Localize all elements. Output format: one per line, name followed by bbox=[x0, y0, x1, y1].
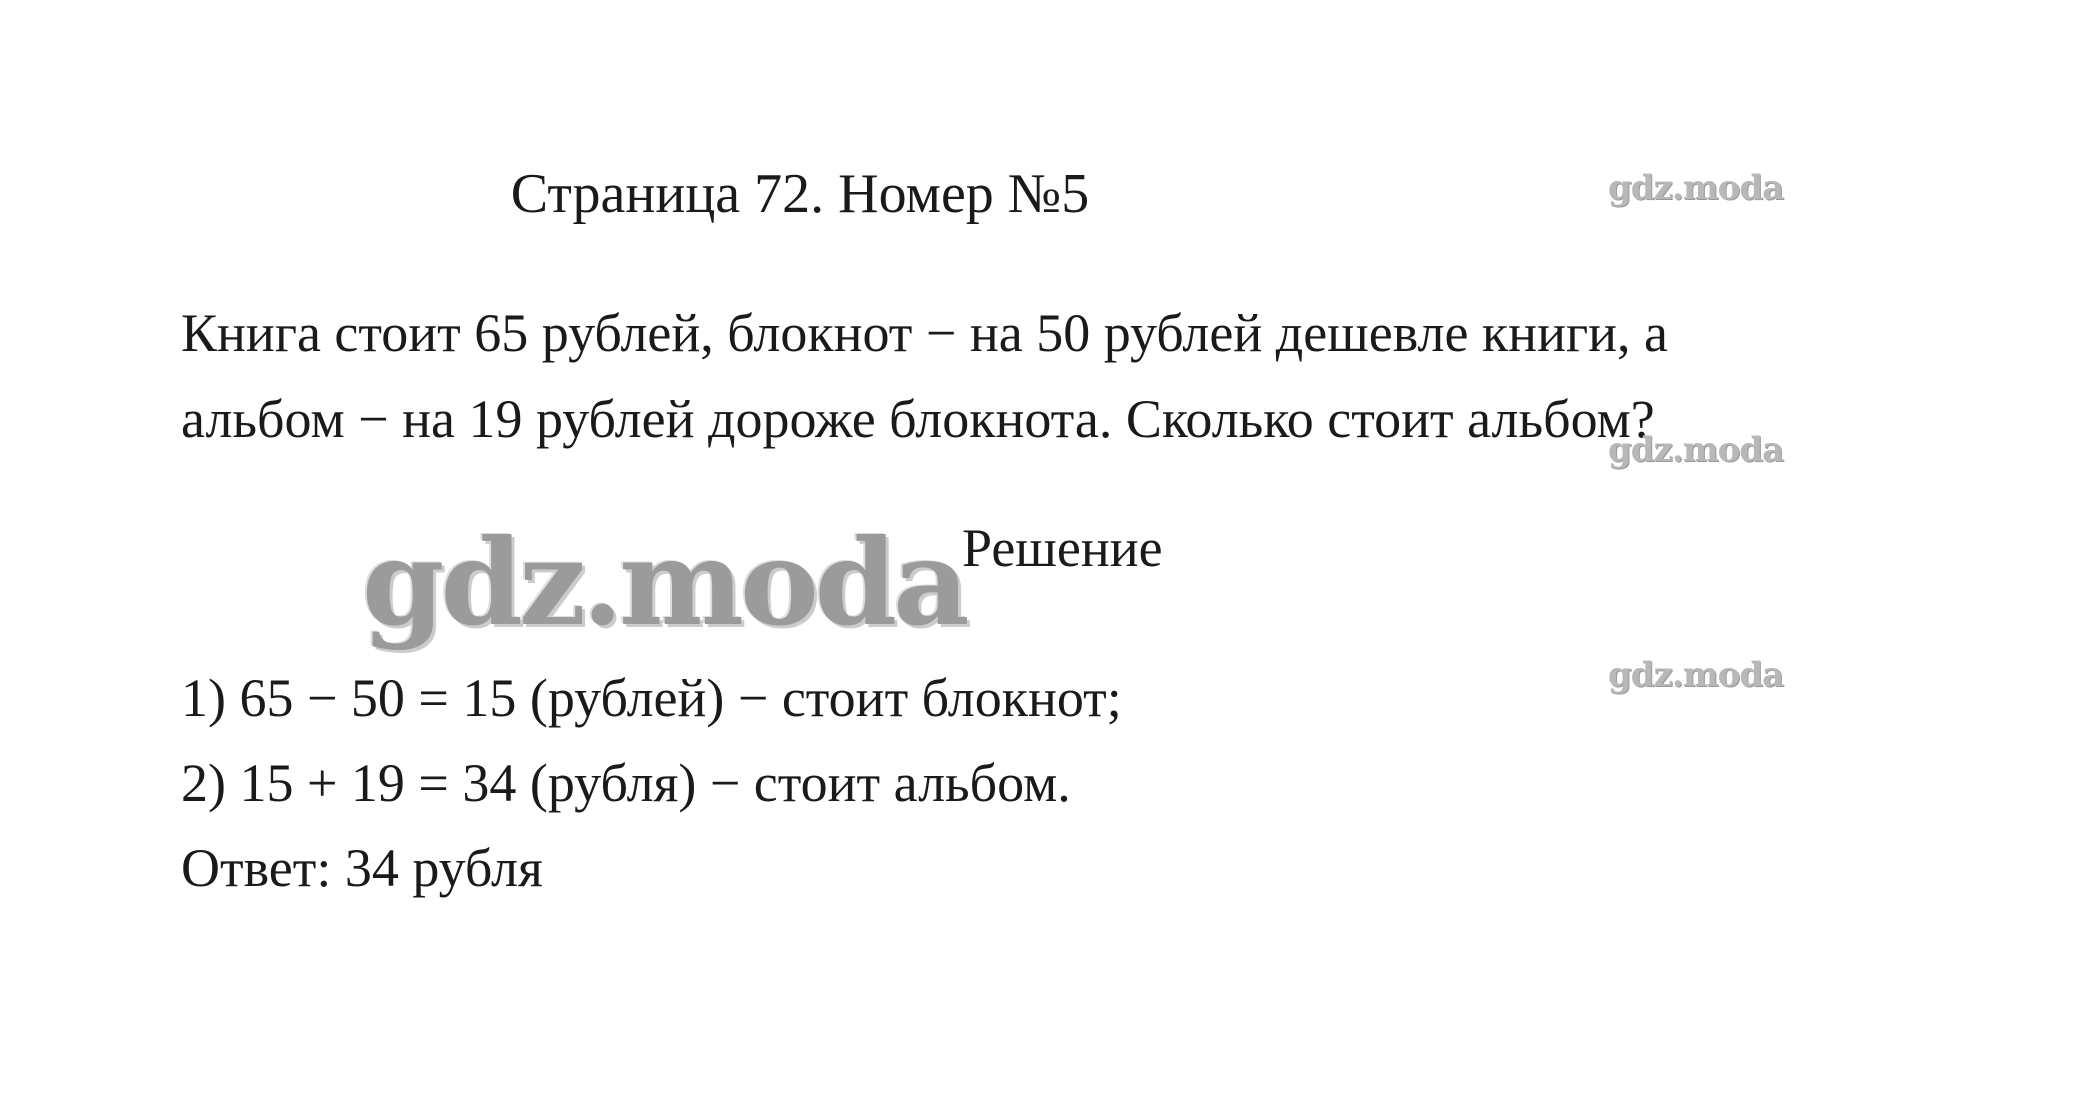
problem-line: Книга стоит 65 рублей, блокнот − на 50 рублей дешевле книги, а bbox=[181, 303, 1668, 363]
problem-line: альбом − на 19 рублей дороже блокнота. Сколько стоит альбом? bbox=[181, 389, 1655, 449]
watermark-logo-large: gdz.moda bbox=[362, 513, 966, 652]
answer-line: Ответ: 34 рубля bbox=[181, 838, 543, 898]
watermark-logo: gdz.moda bbox=[1608, 168, 1784, 208]
solution-steps bbox=[181, 656, 1881, 911]
solution-step: 2) 15 + 19 = 34 (рубля) − стоит альбом. bbox=[181, 753, 1071, 813]
watermark-logo: gdz.moda bbox=[1608, 430, 1784, 470]
page-title: Страница 72. Номер №5 bbox=[510, 163, 1090, 225]
solution-step: 1) 65 − 50 = 15 (рублей) − стоит блокнот; bbox=[181, 668, 1122, 728]
watermark-logo: gdz.moda bbox=[1608, 655, 1784, 695]
solution-heading: Решение bbox=[962, 518, 1163, 578]
